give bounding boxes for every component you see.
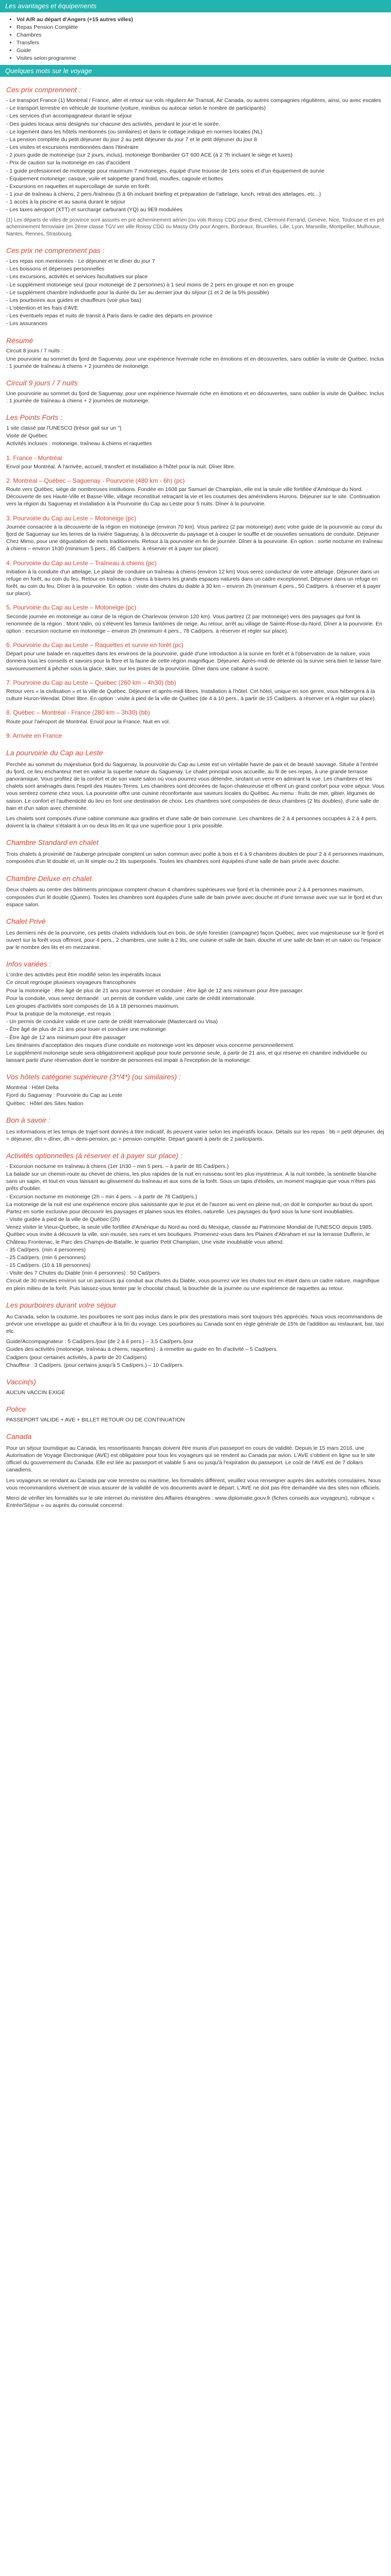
avantages-list: [0, 12, 391, 65]
included-line: - Le transport France (1) Montréal / France, aller et retour sur vols réguliers Air Transat, Air Canada, ou autres compagnies régulières, ainsi, ou avec escales: [6, 97, 381, 104]
itinerary: [0, 454, 391, 740]
included-line: - Des guides locaux ainsi désignés sur chacune des activités, pendant le jour et le soirée.: [6, 121, 220, 127]
info-line: - Être âgé de plus de 21 ans pour louer et conduire une motoneige: [6, 1026, 166, 1033]
section-title: Activités optionnelles (à réserver et à payer sur place) :: [6, 1151, 183, 1160]
canada-text-2: Les voyageurs se rendant au Canada par voie terrestre ou maritime, les formalités diffèrent, veuillez vous renseigner auprès des autorités consulaires. Nous vous recommandons vivement de vous assurer de la validité de vos documents avant le départ. L'AVE ne doit pas être demandée via des sites non officiels.: [6, 1477, 381, 1491]
day-text: Journée consacrée à la découverte de la région en motoneige (environ 70 km). Vous partirez (2 par motoneige) avec votre guide de la pourvoirie au cœur du fjord de Saguenay sur les terres de la rivière Saguenay, à la découverte du paysage et à couper le souffle et de nouvelles sensations de conduite. Déjeuner Chez Mimo, pour une dégustation de mets traditionnels. Retour à la pourvoirie en fin de journée. Dîner à la pourvoirie. En option : sortie nocturne en traîneau à chiens – environ 1h30 (minimum 5 pers., 85 Cad/pers. à réserver et à payer sur place).: [6, 523, 383, 552]
section-title: La pourvoirie du Cap au Leste: [6, 748, 103, 757]
pourboire-line: Chauffeur : 3 Cad/pers. (pour certains jusqu'à 5 Cad/pers.) – 10 Cad/pers.: [6, 1362, 184, 1368]
included-line: - 2 jours guide de motoneige (sur 2 jours, inclus), motoneige Bombardier GT 600 ACE (à 2 ?h incluant le siège et luxes): [6, 152, 292, 159]
included-line: - La pension complète du petit déjeuner du jour 2 au petit déjeuner du jour 7 et le petit déjeuner du jour 8: [6, 136, 257, 143]
section-title: Les Points Forts :: [6, 413, 62, 422]
info-line: Les itinéraires d'acceptation des risques d'une conduite en motoneige vont les déposer vous concerne personnellement.: [6, 1042, 295, 1048]
resume-section: [0, 336, 391, 448]
info-line: - Être âgé de 12 ans minimum pour être passager: [6, 1034, 126, 1041]
pourboires-text: Au Canada, selon la coutume, les pourboires ne sont pas inclus dans le prix des prestations mais sont toujours très appréciés. Nous vous recommandons de prévoir une enveloppe au guide et chauffeur à la fin du voyage. Les pourboires au Canada sont en règle générale de 15% de l'addition au restaurant, bar, taxi etc.: [6, 1313, 384, 1334]
info-line: Pour la conduite, vous serez demandé : un permis de conduire valide, une carte de crédit internationale.: [6, 995, 256, 1002]
section-title: Chambre Standard en chalet: [6, 838, 99, 847]
section-title: Ces prix ne comprennent pas :: [6, 246, 105, 255]
vaccins-text: AUCUN VACCIN EXIGÉ: [6, 1389, 66, 1396]
option-line: Circuit de 30 minutes environ sur un parcours qui conduit aux chutes du Diable, vous pourrez voir les chutes tout en étant dans un cadre nature, magnifique en plein milieu de la forêt. Puis laissez-vous tenter par le chocolat chaud, la bouchée de la journée ou une expérience de raquettes au retour.: [6, 1278, 380, 1292]
day-title: 5. Pourvoirie du Cap au Leste – Motoneige (pc): [6, 604, 137, 612]
voyage-bar: Quelques mots sur le voyage: [0, 65, 391, 77]
option-line: La motoneige de la nuit est une expérience encore plus saisissante que le jour et de l'aurore au vent en pleine nuit, on doit le comporter au bout du sport. Partez en sortie exclusive pour découvrir les paysages et plaines sous les étoiles, naturelle. Les paysages du fjord sous la lune sont inoubliables.: [6, 1201, 373, 1215]
section-title: Bon à savoir :: [6, 1115, 51, 1124]
avantage-item: • Visites selon programme: [17, 55, 385, 62]
chambre-standard-text: Trois chalets à proximité de l'auberge principale comptent un salon commun avec poêle à bois et 6 à 9 chambres doubles de pour 2 à 4 personnes maximum, composées d'un lit double et, un lit simple ou 2 lits superposés. Toutes les chambres sont équipées d'une salle de bain privée avec douche.: [6, 851, 384, 865]
info-line: L'ordre des activités peut être modifié selon les impératifs locaux: [6, 972, 161, 978]
option-line: - 35 Cad/pers. (min 4 personnes): [6, 1246, 86, 1253]
included-line: - Les visites et excursions mentionnées dans l'itinéraire: [6, 144, 139, 151]
police-text: PASSEPORT VALIDE + AVE + BILLET RETOUR OU DE CONTINUATION: [6, 1416, 185, 1423]
day-title: 6. Pourvoirie du Cap au Leste – Raquettes et survie en forêt (pc): [6, 641, 184, 649]
day-title: 1. France - Montréal: [6, 454, 62, 462]
info-line: Pour la motoneige : être âgé de plus de 21 ans pour traverser et conduire ; être âgé de 12 ans minimum pour être passager.: [6, 987, 304, 994]
bon-savoir-text: Les informations et les temps de trajet sont donnés à titre indicatif, ils peuvent varier selon les impératifs locaux. Détails sur les repas : bb = petit déjeuner, dej = déjeuner, dîn = dîner, dh = demi-pension, pc = pension complète. Départ garanti à partir de 2 participants.: [6, 1128, 384, 1142]
infos-section: [0, 959, 391, 1064]
resume-subtitle: Circuit 8 jours / 7 nuits :: [6, 348, 63, 354]
day-text: Retour vers « la civilisation » et la ville de Québec. Déjeuner et après-midi libres. Installation à l'hôtel. Cet hôtel, unique en son genre, vous hébergera à la culture Huron-Wendat. Dîner libre. En option : visite à pied de la ville de Québec (de 4 à 10 pers., à partir de 15 Cad/pers. à réserver et à régler sur place).: [6, 688, 377, 702]
pourboire-line: Cadjpers (pour certaines activités, à partir de 20 Cad/pers): [6, 1354, 147, 1361]
circuit-text: Une pourvoirie au sommet du fjord de Saguenay, pour une expérience hivernale riche en émotions et en découvertes, sans oublier la visite de Québec. Inclus : 1 journée de traîneau à chiens + 2 journées de motoneige.: [6, 390, 384, 404]
section-title: Canada: [6, 1432, 32, 1440]
option-line: - Visite guidée à pied de la ville de Québec (2h): [6, 1216, 120, 1223]
day-text: Route pour l'aéroport de Montréal. Envol pour la France. Nuit en vol.: [6, 718, 170, 725]
day-title: 4. Pourvoirie du Cap au Leste – Traîneau à chiens (pc): [6, 559, 157, 567]
section-title: Ces prix comprennent :: [6, 86, 81, 94]
section-title: Police: [6, 1404, 26, 1413]
option-line: - 25 Cad/pers. (min 6 personnes): [6, 1254, 86, 1261]
day-text: Initiation à la conduite d'un attelage. Le plaisir de conduire un traîneau à chiens (environ 12 km) Vous serez conducteur de votre attelage. Déjeuner dans un refuge en forêt, au coin du feu. Retour en traîneau à chiens à travers les grands espaces naturels dans un cadre exceptionnel. Déjeuner dans un refuge en forêt, au coin du feu. Dîner à la pourvoirie. En option : visite des chutes du diable à 30 km – environ 2h (minimum 4 pers., 50 Cad/pers. à réserver et à payer sur place).: [6, 568, 381, 597]
section-title: Les pourboires durant votre séjour: [6, 1300, 117, 1309]
day-text: Seconde journée en motoneige au cœur de la région de Charlevoix (environ 120 km). Vous partirez (2 par motoneige) vers des paysages qui font la renommée de la région : Mont-Valin, où s'élèvent les fameux fantômes de neige. Au retour, arrêt au village de Sainte-Rose-du-Nord. Dîner à la pourvoirie. En option : excursion nocturne en motoneige – environ 2h (minimum 4 pers., 78 Cad/pers. à réserver et régler sur place).: [6, 613, 383, 634]
pourboire-line: Guides des activités (motoneige, traîneau à chiens, raquettes) : à remettre au guide en fin d'activité – 5 Cad/pers.: [6, 1346, 278, 1353]
included-line: - Prix de caution sur la motoneige en cas d'accident: [6, 160, 131, 166]
hotel-line: Québec : Hôtel des Sites Nation: [6, 1100, 84, 1107]
bon-savoir-section: [0, 1115, 391, 1143]
option-line: La balade sur un chemin-route au chevet de chiens, les plus rapides de la nuit en ruisseau sont les plus mystérieux. À la nuit tombée, la sentinelle blanche sans un sapin, et tout en vous laissant au glissement du traîneau et aux sons de la forêt. Sous un tapis d'étoiles, un moment magique que vous n'êtes pas prêts d'oublier.: [6, 1171, 377, 1192]
chalet-prive-text: Les derniers nés de la pourvoirie, ces petits chalets individuels tout en bois, de style forestier (campagne) façon Québec, avec vue majestueuse sur le fjord et ouvert sur la forêt vous offriront, pour 4 pers., 2 chambres, une suite à 2 lits, une cuisine et salle de bain, douche et une salle de bain et un salon ou l'espace par le nombre des lits et en mezzanine.: [6, 929, 384, 951]
included-line: - Les taxes aéroport (XTT) et surcharge carburant (YQ) au 9E9 modulées: [6, 207, 183, 213]
pourboires-section: [0, 1300, 391, 1369]
hotel-line: Fjord du Saguenay : Pourvoirie du Cap au Leste: [6, 1092, 122, 1099]
day-title: 8. Québec – Montréal - France (280 km – 3h30) (bb): [6, 709, 150, 717]
section-title: Vos hôtels catégorie supérieure (3*/4*) (ou similaires) :: [6, 1073, 181, 1081]
day-text: Départ pour une balade en raquettes dans les environs de la pourvoirie, guidé d'une introduction à la survie en forêt et à l'observation de la nature, vous donnera tous les conseils et savoirs pour la flore et la faune de cette région magnifique. Déjeuner. Après-midi de détente où la survie sera bien te laisse faire savoureusement à pêcher sous la glace, skier, sur les pistes de la pourvoirie. Dîner dans une cabane à sucre.: [6, 651, 381, 672]
section-title: Circuit 9 jours / 7 nuits: [6, 378, 78, 387]
option-line: - Excursion nocturne en motoneige (2h – min 4 pers. – à partir de 78 Cad/pers.): [6, 1193, 198, 1200]
info-line: Les groupes d'activités sont composés de 16 à 18 personnes maximum.: [6, 1003, 180, 1009]
day-title: 2. Montréal – Québec – Saguenay - Pourvoirie (480 km - 6h) (pc): [6, 477, 185, 484]
prix-comprend-section: [0, 85, 391, 238]
note: (1) Les départs de villes de province sont assurés en pré acheminement aérien (ou vols Roissy CDG pour Brest, Clermont-Ferrand, Genève, Nice, Toulouse et en pré acheminement ferroviaire (en 2ème classe TGV ver ville Roissy CDG ou Massy Orly pour Angers, Bordeaux, Bruxelles, Lille, Lyon, Marseille, Montpellier, Mulhouse, Nantes, Rennes, Strasbourg.: [6, 217, 384, 237]
option-line: - Visite des 7 Chutes du Diable (min 4 personnes) : 50 Cad/pers.: [6, 1270, 161, 1277]
avantages-bar: Les avantages et équipements: [0, 0, 391, 12]
included-line: - Le logement dans les hôtels mentionnés (ou similaires) et dans le cottage indiqué en normes locales (NL): [6, 128, 263, 135]
resume-text: Une pourvoirie au sommet du fjord de Saguenay, pour une expérience hivernale riche en émotions et en découvertes, sans oublier la visite de Québec. Inclus : 1 journée de traîneau à chiens + 2 journées de motoneige.: [6, 355, 384, 369]
info-line: Pour la pratique de la motoneige, est requis :: [6, 1011, 114, 1018]
chambre-deluxe-text: Deux chalets au centre des bâtiments principaux comptent chacun 4 chambres supérieures vue fjord et la cheminée pour 2 à 4 personnes maximum, composées d'un lit double (Queen). Toutes les chambres sont équipées d'une salle de bain privée avec douche et d'une terrasse avec vue sur le fjord et d'un espace salon.: [6, 887, 382, 908]
included-line: - 1 accès à la piscine et au sauna durant le séjour: [6, 199, 126, 206]
pourboire-line: Guide/Accompagnateur : 5 Cad/pers./jour (de 2 à 6 pers.) – 3,5 Cad/pers./jour: [6, 1338, 194, 1345]
day-text: Route vers Québec, siège de nombreuses institutions. Fondée en 1608 par Samuel de Champlain, elle est la seule ville fortifiée d'Amérique du Nord. Découverte de ses Haute-Ville et Basse-Ville, village reconstitué retraçant la vie et les coutumes des amérindiens Hurons. Déjeuner sur le site. Continuation vers la région du Saguenay et installation à la Pourvoirie du Cap au Leste pour 5 nuits. Dîner à la pourvoirie.: [6, 486, 380, 507]
excluded-line: - Les excursions, activités et services facultatives sur place: [6, 274, 148, 280]
point-fort: 1 site classé par l'UNESCO (trésor gait sur un "): [6, 425, 122, 432]
included-line: - 1 jour de traîneau à chiens, 2 pers./traîneau (5 à 6h incluant briefing et préparation de l'attelage, lunch, retrait des attelages, etc...): [6, 191, 321, 198]
avantage-item: • Repas Pension Complète: [17, 24, 385, 31]
day-title: 9. Arrivée en France: [6, 732, 62, 739]
point-fort: Visite de Québec: [6, 433, 47, 439]
section-title: Chalet Privé: [6, 917, 46, 925]
section-title: Résumé: [6, 336, 34, 345]
excluded-line: - Les pourboires aux guides et chauffeurs (voir plus bas): [6, 297, 141, 303]
pourvoirie-text: Perchée au sommet du majestueux fjord du Saguenay, la pourvoirie du Cap au Leste est un véritable havre de paix et de beauté sauvage. Située à l'entrée du fjord, ce lieu enchanteur met en valeur la superbe nature du Saguenay. Le chalet principal vous accueille, au fil de ses repas, à une grande terrasse panoramique. Vous profitez de la confort et de son vaste salon où vous pourrez vous détendre, sirotant un verre en admirant la vue. Les chambres et les chalets sont aménagés dans l'esprit des Hautes-Terres. Les chambres sont décorées de façon chaleureuse et offrent un grand confort pour votre séjour. Vous vous sentirez comme chez vous. La pourvoirie offre une cuisine réconfortante aux saveurs locales du Québec. Au menu : fruits de mer, gibier, légumes de saison. Le confort et l'authenticité du lieu en font une destination de choix. Les chambres sont composées de deux chambres (2 lits doubles), d'une salle de bain et d'un salon avec cheminée.: [6, 761, 385, 811]
info-line: Ce circuit regroupe plusieurs voyageurs francophones: [6, 979, 136, 986]
avantage-item: • Chambres: [17, 31, 385, 39]
info-line: Le supplément motoneige seule sera obligatoirement appliqué pour toute personne seule, à partir de 21 ans, et qui réserve en chambre individuelle ou laissant partir d'une réservation dont le nombre de personnes est impair à l'exception de la motoneige.: [6, 1049, 367, 1064]
excluded-line: - Les éventuels repas et nuits de transit à Paris dans le cadre des départs en province: [6, 313, 213, 319]
pourvoirie-section: [0, 748, 391, 951]
excluded-line: - Les boissons et dépenses personnelles: [6, 266, 105, 273]
option-line: Venez visiter le Vieux-Québec, la seule ville fortifiée d'Amérique du Nord au nord du Mexique, classée au Patrimoine Mondial de l'UNESCO depuis 1985. Québec vous invite à découvrir la ville, son musée, ses rues et ses boutiques. Promenez-vous dans les Plaines d'Abraham et sur la terrasse Dufferin, le Château Frontenac, le Parc des Champs-de-Bataille, le quartier Petit Champlain, Une visite inoubliable vous attend.: [6, 1224, 373, 1245]
hotel-line: Montréal : Hôtel Delta: [6, 1084, 59, 1091]
day-title: 3. Pourvoirie du Cap au Leste – Motoneige (pc): [6, 514, 137, 522]
included-line: - Excursions en raquettes et supercollage de survie en forêt: [6, 183, 150, 190]
option-line: - 15 Cad/pers. (10 à 18 personnes): [6, 1262, 91, 1269]
avantage-item: • Vol A/R au départ d'Angers (+15 autres villes): [17, 16, 385, 23]
vaccins-section: [0, 1377, 391, 1509]
section-title: Vaccin(s): [6, 1377, 36, 1386]
canada-text: Pour un séjour touristique au Canada, les ressortissants français doivent être munis d'un passeport en cours de validité. Depuis le 15 mars 2016, une Autorisation de Voyage Électronique (AVE) est obligatoire pour tous les voyageurs qui se rendent au Canada par avion. L'AVE s'obtient en ligne sur le site officiel du gouvernement du Canada. Elle est liée au passeport et valable 5 ans ou jusqu'à l'expiration du passeport. Le coût de l'AVE est de 7 dollars canadiens.: [6, 1445, 376, 1473]
excluded-line: - Le supplément chambre individuelle pour la durée du 1er au dernier jour du séjour (1 et 2 de la 5% possible): [6, 289, 269, 296]
section-title: Chambre Deluxe en chalet: [6, 874, 92, 883]
pourvoirie-text-2: Les chalets sont composés d'une cabine commune aux gradins et d'une salle de bain commune. Les chambres de 2 à 4 personnes occupées à 2 à 4 pers. doivent la la chaleur s'étalant à un ou deux lits en lit qui une superficie pour 1 prix possible.: [6, 815, 378, 829]
point-fort: Activités incluses : motoneige, traîneau à chiens et raquettes: [6, 440, 152, 447]
excluded-line: - Les assurances: [6, 320, 47, 327]
excluded-line: - L'obtention et les frais d'AVE: [6, 305, 78, 312]
included-line: - 1 guide professionnel de motoneige pour maximum 7 motoneiges, équipé d'une trousse de 1ers soins et d'un équipement de survie: [6, 167, 324, 174]
section-title: Infos variées :: [6, 960, 52, 969]
option-line: - Excursion nocturne en traîneau à chiens (1er 1h30 – min 5 pers. – à partir de 85 Cad/pers.): [6, 1163, 229, 1170]
hotels-section: [0, 1072, 391, 1107]
included-line: - Équipement motoneige: casque, voile et salopette grand froid, moufles, cagoule et bottes: [6, 175, 223, 182]
included-line: - Les services d'un accompagnateur durant le séjour: [6, 113, 132, 120]
day-text: Envol pour Montréal. À l'arrivée, accueil, transfert et installation à l'hôtel pour la nuit. Dîner libre.: [6, 463, 236, 470]
canada-text-3: Merci de vérifier les formalités sur le site internet du ministère des Affaires étrangères : www.diplomatie.gouv.fr (fiches conseils aux voyageurs), rubrique « Entrée/Séjour » ou auprès du consulat concerné.: [6, 1495, 375, 1509]
avantage-item: • Guide: [17, 47, 385, 54]
prix-ne-comprend-section: [0, 246, 391, 327]
options-section: [0, 1151, 391, 1292]
avantage-item: • Transfers: [17, 39, 385, 46]
excluded-line: - Le supplément motoneige seul (pour motoneige de 2 personnes) à 1 seul moins de 2 pers en groupe et non en groupe: [6, 281, 294, 288]
info-line: - Un permis de conduire valide et une carte de crédit internationale (Mastercard ou Visa): [6, 1019, 218, 1025]
excluded-line: - Les repas non mentionnés - Le déjeuner et le dîner du jour 7: [6, 258, 155, 264]
included-line: - Le transport terrestre en véhicule de tourisme (voiture, minibus ou autocar selon le nombre de participants): [6, 105, 266, 112]
day-title: 7. Pourvoirie du Cap au Leste – Québec (260 km – 4h30) (bb): [6, 679, 176, 686]
